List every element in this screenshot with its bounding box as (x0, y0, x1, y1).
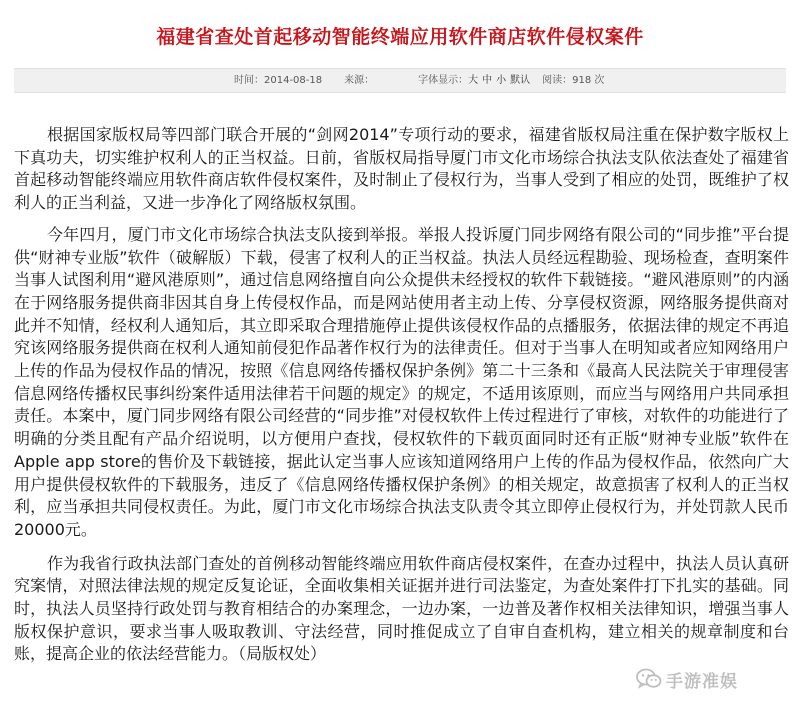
read-count-label: 阅读： (542, 75, 573, 86)
time-value: 2014-08-18 (264, 75, 323, 86)
font-size-large-link[interactable]: 大 (468, 75, 479, 86)
source-label: 来源： (344, 75, 375, 86)
read-count-unit: 次 (594, 75, 605, 86)
wechat-watermark (636, 666, 738, 692)
read-count-value: 918 (572, 75, 592, 86)
article-body (14, 124, 789, 666)
wechat-icon (636, 668, 662, 690)
article-paragraph-2: 今年四月，厦门市文化市场综合执法支队接到举报。举报人投诉厦门同步网络有限公司的“同步推”平台提供“财神专业版”软件（破解版）下载，侵害了权利人的正当权益。执法人员经远程勘验、现场检查，查明案件当事人试图利用“避风港原则”，通过信息网络擅自向公众提供未经授权的软件下载链接。“避风港原则”的内涵在于网络服务提供商非因其自身上传侵权作品，而是网站使用者主动上传、分享侵权资源，网络服务提供商对此并不知情，经权利人通知后，其立即采取合理措施停止提供该侵权作品的点播服务，依据法律的规定不再追究该网络服务提供商在权利人通知前侵犯作品著作权行为的法律责任。但对于当事人在明知或者应知网络用户上传的作品为侵权作品的情况，按照《信息网络传播权保护条例》第二十三条和《最高人民法院关于审理侵害信息网络传播权民事纠纷案件适用法律若干问题的规定》的规定，不适用该原则，而应当与网络用户共同承担责任。本案中，厦门同步网络有限公司经营的“同步推”对侵权软件上传过程进行了审核，对软件的功能进行了明确的分类且配有产品介绍说明，以方便用户查找，侵权软件的下载页面同时还有正版“财神专业版”软件在Apple app store的售价及下载链接，据此认定当事人应该知道网络用户上传的作品为侵权作品，依然向广大用户提供侵权软件的下载服务，违反了《信息网络传播权保护条例》的相关规定，故意损害了权利人的正当权利，应当承担共同侵权责任。为此，厦门市文化市场综合执法支队责令其立即停止侵权行为，并处罚款人民币20000元。 (14, 224, 789, 539)
article-paragraph-1: 根据国家版权局等四部门联合开展的“剑网2014”专项行动的要求，福建省版权局注重在保护数字版权上下真功夫，切实维护权利人的正当权益。日前，省版权局指导厦门市文化市场综合执法支队依法查处了福建省首起移动智能终端应用软件商店软件侵权案件，及时制止了侵权行为，当事人受到了相应的处罚，既维护了权利人的正当利益，又进一步净化了网络版权氛围。 (14, 125, 789, 213)
page-title: 福建省查处首起移动智能终端应用软件商店软件侵权案件 (156, 26, 644, 48)
font-size-small-link[interactable]: 小 (496, 75, 507, 86)
article-paragraph-3: 作为我省行政执法部门查处的首例移动智能终端应用软件商店侵权案件，在查办过程中，执法人员认真研究案情，对照法律法规的规定反复论证，全面收集相关证据并进行司法鉴定，为查处案件打下扎实的基础。同时，执法人员坚持行政处罚与教育相结合的办案理念，一边办案，一边普及著作权相关法律知识，增强当事人版权保护意识，要求当事人吸取教训、守法经营，同时推促成立了自审自查机构，建立相关的规章制度和台账，提高企业的依法经营能力。（局版权处） (14, 553, 789, 664)
font-size-label: 字体显示： (418, 75, 469, 86)
time-label: 时间： (234, 75, 264, 86)
article-meta-bar (14, 68, 786, 93)
watermark-text: 手游准娱 (666, 671, 738, 692)
font-size-default-link[interactable]: 默认 (510, 75, 531, 86)
font-size-medium-link[interactable]: 中 (482, 75, 493, 86)
article-meta (234, 69, 604, 92)
